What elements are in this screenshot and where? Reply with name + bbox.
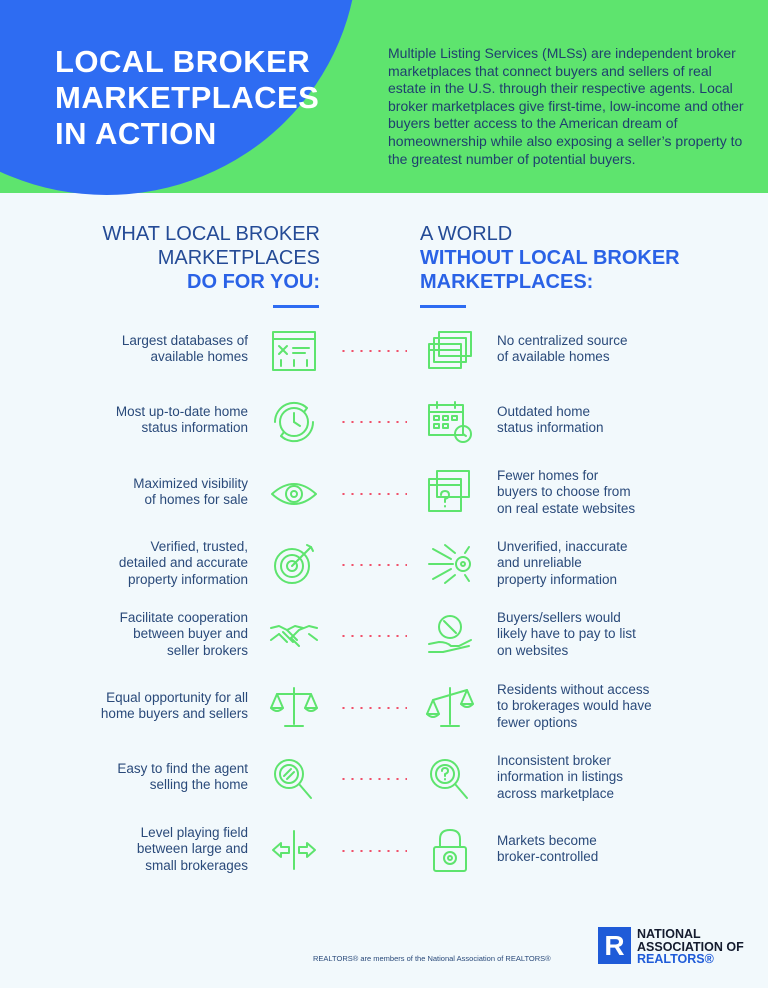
connector-dots bbox=[339, 421, 407, 423]
title-line: MARKETPLACES bbox=[55, 80, 320, 115]
comparison-row bbox=[0, 607, 768, 679]
connector-dots bbox=[339, 350, 407, 352]
page-title bbox=[55, 44, 355, 152]
benefit-text: Maximized visibility of homes for sale bbox=[133, 476, 248, 508]
right-column-heading bbox=[420, 222, 680, 294]
title-line: LOCAL BROKER bbox=[55, 44, 311, 79]
question-window-icon bbox=[425, 469, 475, 515]
unbalanced-scale-icon bbox=[425, 684, 475, 730]
benefit-text: Verified, trusted, detailed and accurate property information bbox=[118, 539, 248, 587]
connector-dots bbox=[339, 707, 407, 709]
database-icon bbox=[269, 328, 319, 374]
drawback-text: Outdated home status information bbox=[497, 404, 604, 436]
comparison-row bbox=[0, 750, 768, 822]
comparison-row bbox=[0, 822, 768, 894]
drawback-text: Unverified, inaccurate and unreliable property information bbox=[497, 539, 628, 587]
heading-line: WHAT LOCAL BROKER bbox=[102, 223, 320, 245]
target-icon bbox=[269, 541, 319, 587]
benefit-text: Most up-to-date home status information bbox=[115, 404, 248, 436]
nar-logo-mark: R bbox=[598, 927, 631, 964]
connector-dots bbox=[339, 778, 407, 780]
calendar-clock-icon bbox=[425, 399, 475, 445]
drawback-text: Markets become broker-controlled bbox=[497, 833, 599, 865]
benefit-text: Easy to find the agent selling the home bbox=[117, 761, 248, 793]
heading-line-bold: MARKETPLACES: bbox=[420, 271, 594, 293]
connector-dots bbox=[339, 635, 407, 637]
benefit-text: Equal opportunity for all home buyers and sellers bbox=[100, 690, 248, 722]
comparison-row bbox=[0, 679, 768, 751]
footer-note: REALTORS® are members of the National Association of REALTORS® bbox=[313, 954, 551, 963]
comparison-row bbox=[0, 465, 768, 537]
drawback-text: Buyers/sellers would likely have to pay to list on websites bbox=[497, 610, 636, 658]
benefit-text: Largest databases of available homes bbox=[121, 333, 248, 365]
heading-line: A WORLD bbox=[420, 223, 513, 245]
comparison-row bbox=[0, 393, 768, 465]
magnifier-question-icon bbox=[425, 756, 475, 802]
arrows-divider-icon bbox=[269, 827, 319, 873]
eye-icon bbox=[269, 471, 319, 517]
right-heading-rule bbox=[420, 305, 466, 308]
padlock-icon bbox=[425, 827, 475, 873]
heading-line-bold: DO FOR YOU: bbox=[187, 271, 320, 293]
comparison-row bbox=[0, 536, 768, 608]
benefit-text: Facilitate cooperation between buyer and seller brokers bbox=[119, 610, 248, 658]
drawback-text: Residents without access to brokerages would have fewer options bbox=[497, 682, 652, 730]
title-line: IN ACTION bbox=[55, 116, 217, 151]
windows-icon bbox=[425, 328, 475, 374]
balanced-scale-icon bbox=[269, 684, 319, 730]
clock-refresh-icon bbox=[269, 399, 319, 445]
nar-logo-text: NATIONAL ASSOCIATION OF REALTORS® bbox=[637, 927, 744, 966]
coin-hand-icon bbox=[425, 612, 475, 658]
intro-paragraph: Multiple Listing Services (MLSs) are independent broker marketplaces that connect buyers and sellers of real estate in the U.S. through their respective agents. Local broker marketplaces give first-time, low-income and other buyers better access to the American dream of homeownership while also exposing a seller’s property to the greatest number of potential buyers. bbox=[388, 45, 744, 167]
drawback-text: No centralized source of available homes bbox=[497, 333, 628, 365]
drawback-text: Inconsistent broker information in listings across marketplace bbox=[497, 753, 624, 801]
drawback-text: Fewer homes for buyers to choose from on real estate websites bbox=[497, 468, 636, 516]
handshake-icon bbox=[269, 612, 319, 658]
connector-dots bbox=[339, 564, 407, 566]
benefit-text: Level playing field between large and small brokerages bbox=[136, 825, 248, 873]
heading-line: MARKETPLACES bbox=[157, 247, 320, 269]
left-column-heading bbox=[103, 222, 320, 294]
scattered-arrows-icon bbox=[425, 541, 475, 587]
connector-dots bbox=[339, 493, 407, 495]
magnifier-icon bbox=[269, 756, 319, 802]
left-heading-rule bbox=[273, 305, 319, 308]
connector-dots bbox=[339, 850, 407, 852]
heading-line-bold: WITHOUT LOCAL BROKER bbox=[420, 247, 680, 269]
comparison-row bbox=[0, 322, 768, 394]
